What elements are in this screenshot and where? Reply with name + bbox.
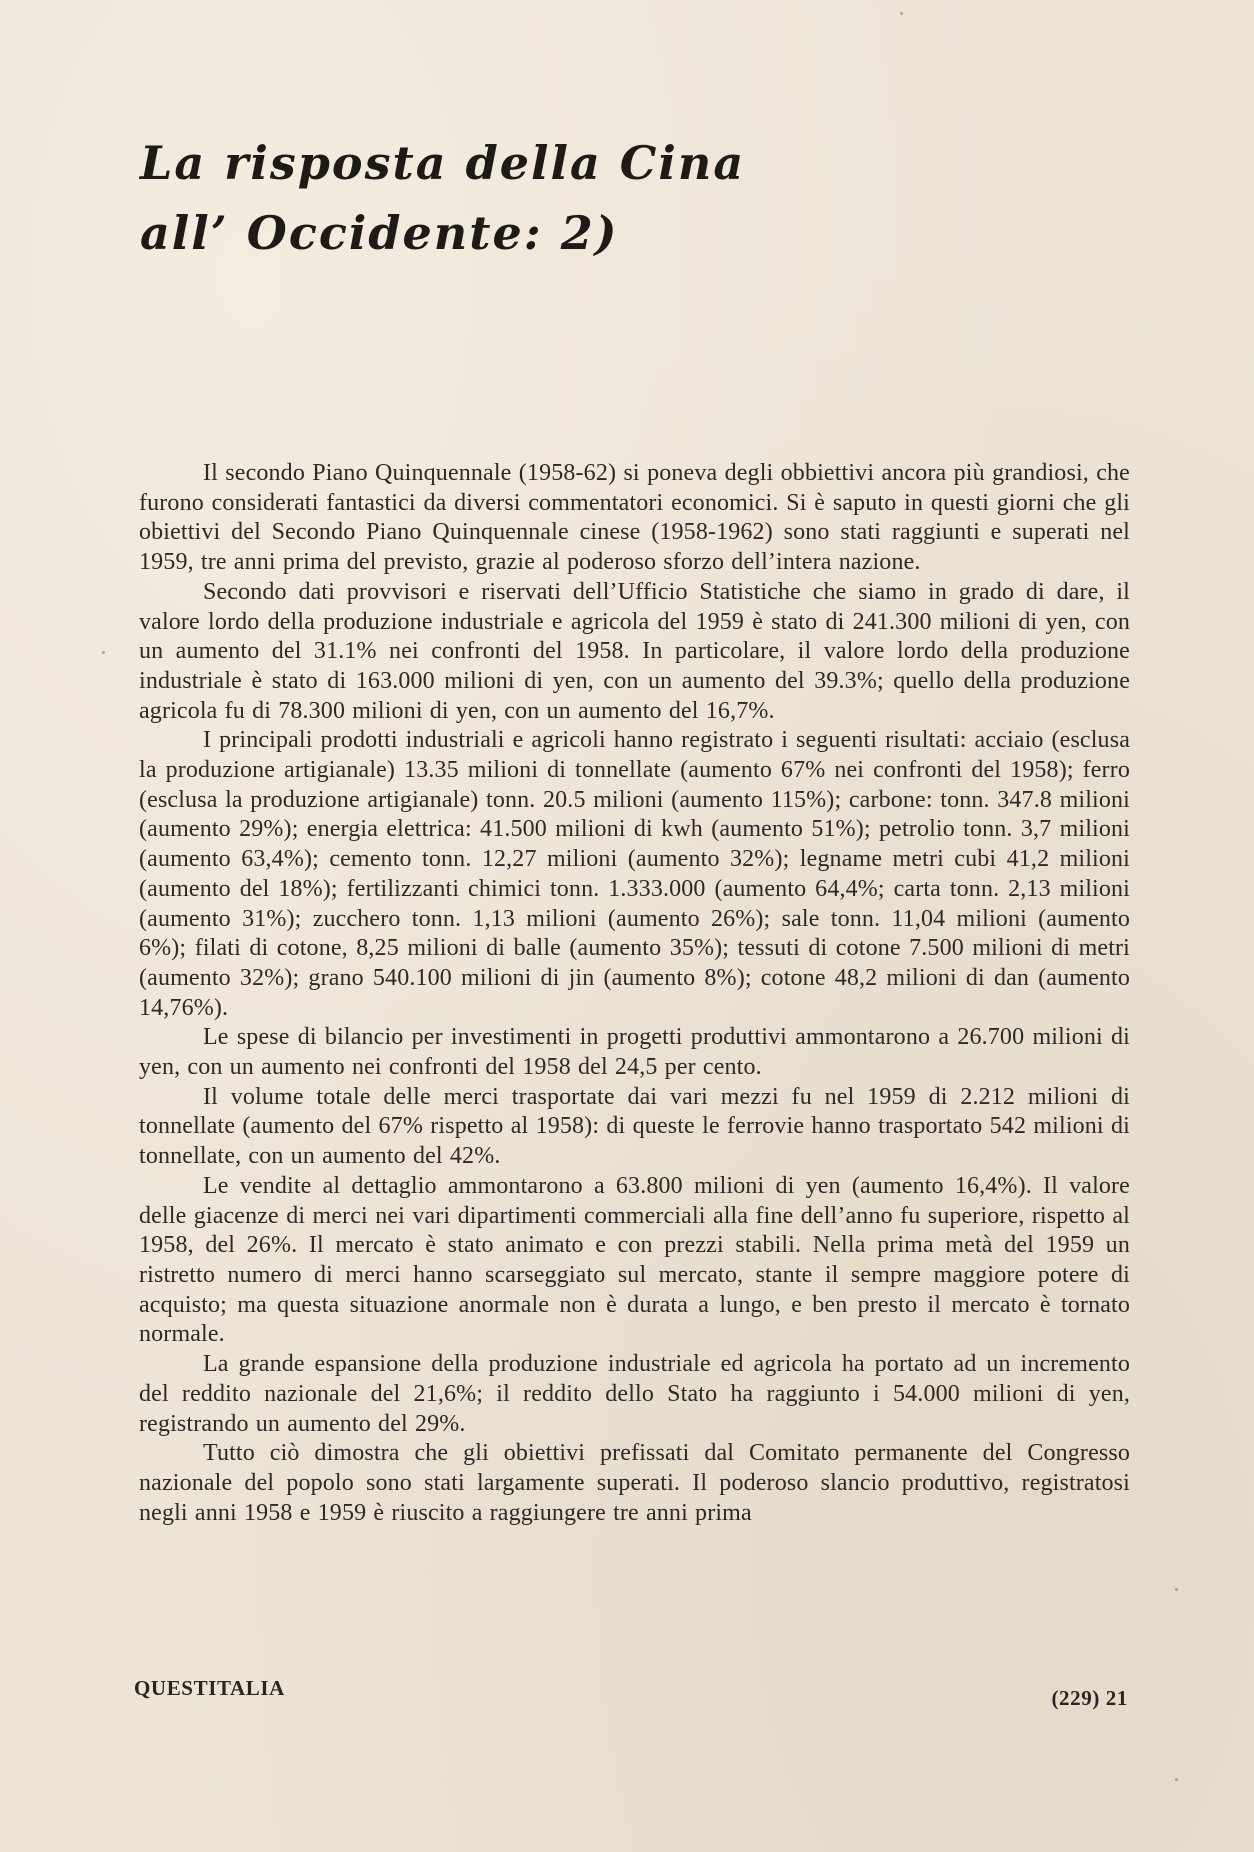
article-title [140,128,840,268]
paragraph-5: Il volume totale delle merci trasportate dai vari mezzi fu nel 1959 di 2.212 milioni di tonnellate (aumento del 67% rispetto al 1958): di queste le ferrovie hanno trasportato 542 milioni di tonnellate, con un aumento del 42%. [139,1083,1130,1170]
publication-name: QUESTITALIA [134,1676,285,1700]
paragraph-7: La grande espansione della produzione industriale ed agricola ha portato ad un incremento del reddito nazionale del 21,6%; il reddito dello Stato ha raggiunto i 54.000 milioni di yen, registrando un aumento del 29%. [139,1351,1130,1437]
article-title-line-1: La risposta della Cina [140,136,746,190]
article-title-line-2: all’ Occidente: 2) [140,206,619,260]
page-number: (229) 21 [1051,1686,1128,1710]
paper-speck [900,12,903,15]
paper-speck [102,651,105,654]
paragraph-8: Tutto ciò dimostra che gli obiettivi prefissati dal Comitato permanente del Congresso nazionale del popolo sono stati largamente superati. Il poderoso slancio produttivo, registratosi negli anni 1958 e 1959 è riuscito a raggiungere tre anni prima [139,1440,1130,1526]
article-body [139,459,1130,1528]
paragraph-4: Le spese di bilancio per investimenti in progetti produttivi ammontarono a 26.700 milioni di yen, con un aumento nei confronti del 1958 del 24,5 per cento. [139,1024,1130,1081]
paragraph-6: Le vendite al dettaglio ammontarono a 63.800 milioni di yen (aumento 16,4%). Il valore delle giacenze di merci nei vari dipartimenti commerciali alla fine dell’anno fu superiore, rispetto al 1958, del 26%. Il mercato è stato animato e con prezzi stabili. Nella prima metà del 1959 un ristretto numero di merci hanno scarseggiato sul mercato, stante il sempre maggiore potere di acquisto; ma questa situazione anormale non è durata a lungo, e ben presto il mercato è tornato normale. [139,1172,1130,1348]
paper-speck [1175,1588,1178,1591]
paragraph-3: I principali prodotti industriali e agricoli hanno registrato i seguenti risultati: acciaio (esclusa la produzione artigianale) 13.35 milioni di tonnellate (aumento 67% nei confronti del 1958); ferro (esclusa la produzione artigianale) tonn. 20.5 milioni (aumento 115%); carbone: tonn. 347.8 milioni (aumento 29%); energia elettrica: 41.500 milioni di kwh (aumento 51%); petrolio tonn. 3,7 milioni (aumento 63,4%); cemento tonn. 12,27 milioni (aumento 32%); legname metri cubi 41,2 milioni (aumento del 18%); fertilizzanti chimici tonn. 1.333.000 (aumento 64,4%; carta tonn. 2,13 milioni (aumento 31%); zucchero tonn. 1,13 milioni (aumento 26%); sale tonn. 11,04 milioni (aumento 6%); filati di cotone, 8,25 milioni di balle (aumento 35%); tessuti di cotone 7.500 milioni di metri (aumento 32%); grano 540.100 milioni di jin (aumento 8%); cotone 48,2 milioni di dan (aumento 14,76%). [139,727,1130,1021]
paragraph-1: Il secondo Piano Quinquennale (1958-62) si poneva degli obbiettivi ancora più grandiosi, che furono considerati fantastici da diversi commentatori economici. Si è saputo in questi giorni che gli obiettivi del Secondo Piano Quinquennale cinese (1958-1962) sono stati raggiunti e superati nel 1959, tre anni prima del previsto, grazie al poderoso sforzo dell’intera nazione. [139,460,1130,576]
paragraph-2: Secondo dati provvisori e riservati dell’Ufficio Statistiche che siamo in grado di dare, il valore lordo della produzione industriale e agricola del 1959 è stato di 241.300 milioni di yen, con un aumento del 31.1% nei confronti del 1958. In particolare, il valore lordo della produzione industriale è stato di 163.000 milioni di yen, con un aumento del 39.3%; quello della produzione agricola fu di 78.300 milioni di yen, con un aumento del 16,7%. [139,578,1130,724]
paper-speck [1175,1778,1178,1781]
